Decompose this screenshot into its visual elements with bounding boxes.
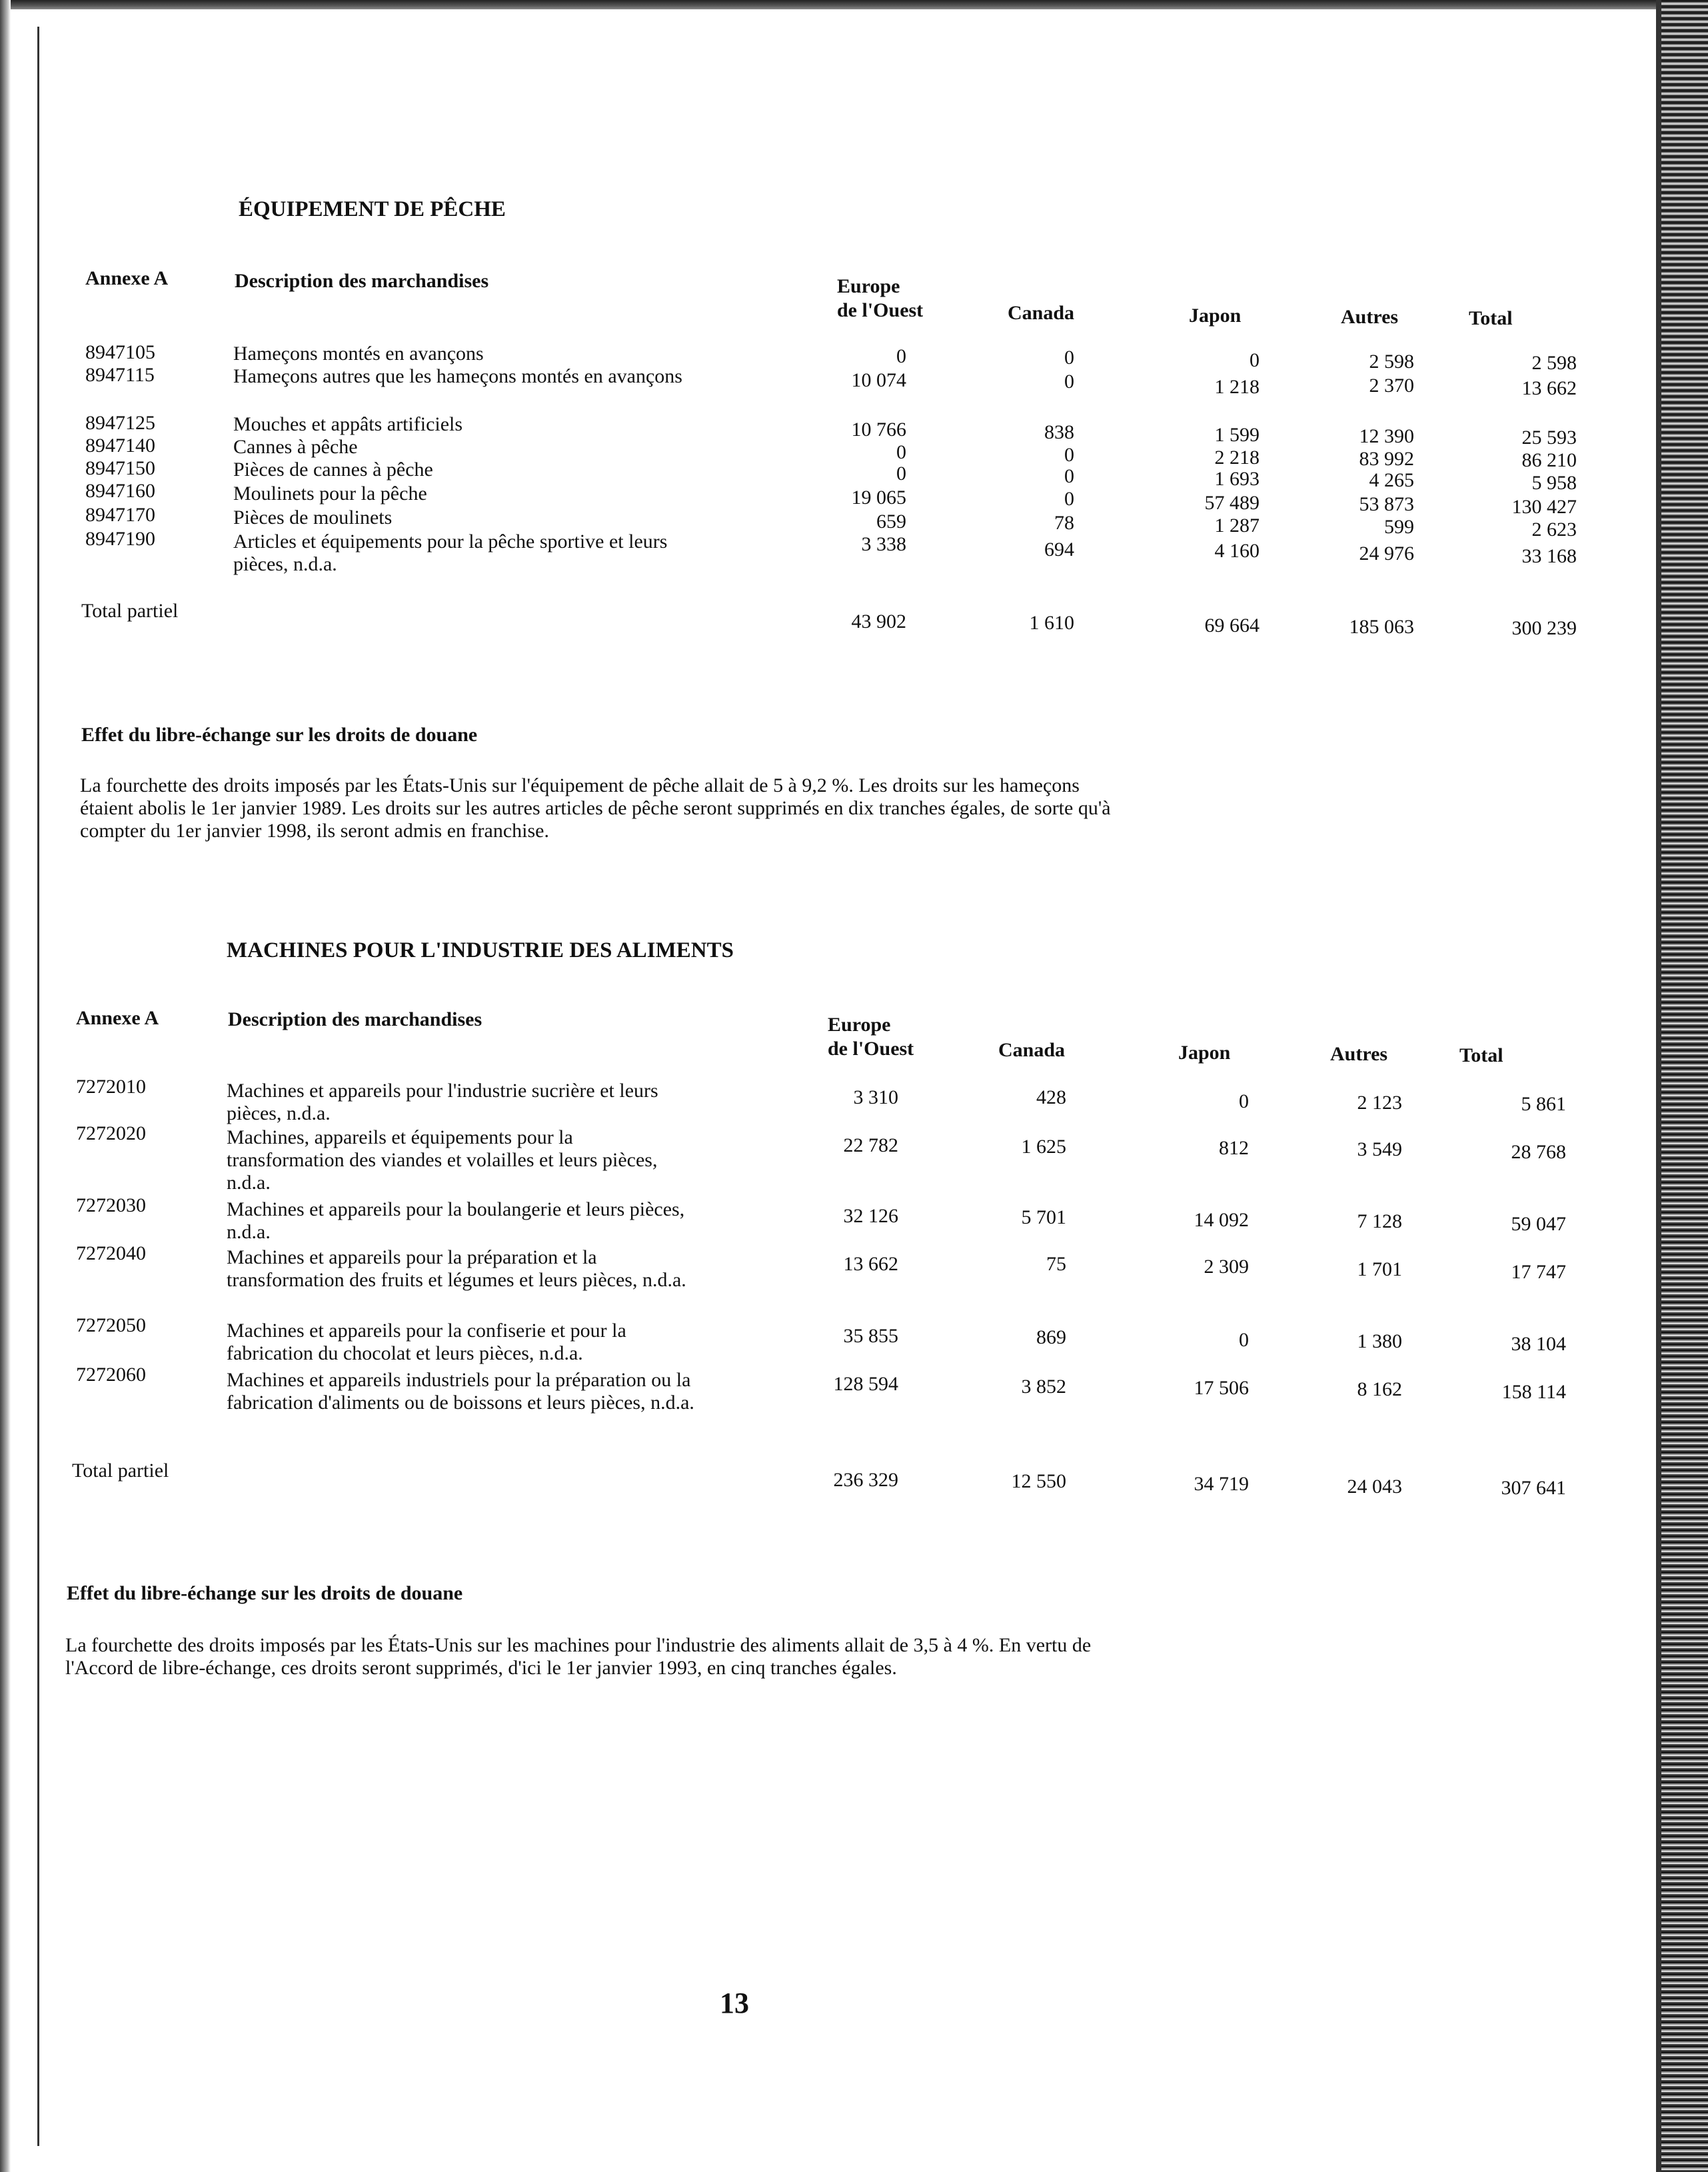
- subtotal-europe: 236 329: [833, 1469, 898, 1491]
- row-autres: 12 390: [1359, 425, 1414, 447]
- effect-paragraph: La fourchette des droits imposés par les États-Unis sur les machines pour l'industrie des aliments allait de 3,5 à 4 %. En vertu de l'Accord de libre-échange, ces droits seront supprimés, d'ici le 1er janvier 1993, en cinq tranches égales.: [65, 1634, 1092, 1679]
- subtotal-label: Total partiel: [72, 1460, 169, 1482]
- row-description: Cannes à pêche: [233, 436, 358, 458]
- row-description: Machines et appareils pour la confiserie et pour la fabrication du chocolat et leurs pièces, n.d.a.: [227, 1320, 626, 1364]
- subtotal-canada: 12 550: [1011, 1470, 1066, 1492]
- row-description: Machines et appareils pour la boulangerie et leurs pièces, n.d.a.: [227, 1198, 685, 1243]
- effect-title: Effet du libre-échange sur les droits de douane: [67, 1582, 463, 1604]
- row-total: 5 958: [1531, 472, 1577, 494]
- page-number: 13: [720, 1987, 749, 2019]
- row-description: Articles et équipements pour la pêche sportive et leurs pièces, n.d.a.: [233, 531, 668, 575]
- section-title: ÉQUIPEMENT DE PÊCHE: [239, 197, 506, 221]
- row-code: 7272020: [76, 1122, 146, 1144]
- row-total: 5 861: [1521, 1093, 1566, 1115]
- row-japon: 14 092: [1194, 1209, 1249, 1231]
- header-europe-line1: Europe: [837, 275, 900, 297]
- row-canada: 0: [1064, 371, 1074, 393]
- header-description: Description des marchandises: [228, 1008, 482, 1030]
- row-autres: 2 370: [1369, 375, 1414, 397]
- row-total: 38 104: [1511, 1333, 1566, 1355]
- effect-title: Effet du libre-échange sur les droits de douane: [81, 724, 478, 746]
- row-europe: 35 855: [843, 1325, 898, 1347]
- row-code: 8947170: [85, 504, 155, 526]
- row-autres: 3 549: [1357, 1138, 1402, 1160]
- row-code: 8947150: [85, 457, 155, 479]
- row-code: 8947190: [85, 528, 155, 550]
- row-total: 2 623: [1531, 519, 1577, 541]
- row-japon: 17 506: [1194, 1377, 1249, 1399]
- row-description: Hameçons autres que les hameçons montés en avançons: [233, 365, 682, 387]
- subtotal-japon: 69 664: [1204, 614, 1260, 636]
- row-code: 8947105: [85, 341, 155, 363]
- section-title: MACHINES POUR L'INDUSTRIE DES ALIMENTS: [227, 938, 734, 962]
- row-total: 17 747: [1511, 1261, 1566, 1283]
- subtotal-total: 300 239: [1511, 617, 1577, 639]
- row-description: Machines et appareils pour l'industrie sucrière et leurs pièces, n.d.a.: [227, 1080, 658, 1124]
- row-code: 7272060: [76, 1364, 146, 1386]
- row-total: 13 662: [1521, 377, 1577, 399]
- row-europe: 32 126: [843, 1205, 898, 1227]
- row-europe: 0: [896, 441, 906, 463]
- row-autres: 2 123: [1357, 1092, 1402, 1114]
- row-description: Mouches et appâts artificiels: [233, 413, 463, 435]
- row-description: Machines et appareils industriels pour la préparation ou la fabrication d'aliments ou de boissons et leurs pièces, n.d.a.: [227, 1369, 694, 1414]
- row-description: Machines et appareils pour la préparation et la transformation des fruits et légumes et leurs pièces, n.d.a.: [227, 1246, 686, 1291]
- row-japon: 812: [1219, 1137, 1249, 1159]
- row-canada: 5 701: [1021, 1206, 1066, 1228]
- row-total: 33 168: [1521, 545, 1577, 567]
- row-canada: 3 852: [1021, 1376, 1066, 1398]
- row-europe: 3 338: [861, 533, 906, 555]
- subtotal-europe: 43 902: [851, 610, 906, 632]
- row-canada: 75: [1046, 1253, 1066, 1275]
- row-japon: 1 599: [1214, 424, 1260, 446]
- row-description: Pièces de cannes à pêche: [233, 459, 433, 481]
- header-annex: Annexe A: [76, 1007, 159, 1029]
- header-description: Description des marchandises: [235, 270, 489, 292]
- row-code: 7272030: [76, 1194, 146, 1216]
- row-code: 8947160: [85, 480, 155, 502]
- row-japon: 2 309: [1204, 1256, 1249, 1278]
- row-canada: 0: [1064, 444, 1074, 466]
- row-japon: 4 160: [1214, 540, 1260, 562]
- header-annex: Annexe A: [85, 267, 169, 289]
- row-code: 7272010: [76, 1076, 146, 1098]
- row-total: 130 427: [1511, 496, 1577, 518]
- row-code: 8947115: [85, 364, 155, 386]
- header-autres: Autres: [1341, 306, 1399, 328]
- row-europe: 10 074: [851, 369, 906, 391]
- row-europe: 128 594: [833, 1373, 898, 1395]
- row-total: 2 598: [1531, 352, 1577, 374]
- row-canada: 838: [1044, 421, 1074, 443]
- row-japon: 0: [1239, 1090, 1249, 1112]
- row-canada: 0: [1064, 347, 1074, 369]
- row-europe: 22 782: [843, 1134, 898, 1156]
- row-autres: 83 992: [1359, 448, 1414, 470]
- row-description: Hameçons montés en avançons: [233, 343, 484, 365]
- row-canada: 0: [1064, 465, 1074, 487]
- row-europe: 659: [876, 511, 906, 533]
- subtotal-canada: 1 610: [1029, 612, 1074, 634]
- subtotal-autres: 185 063: [1349, 616, 1414, 638]
- row-canada: 694: [1044, 539, 1074, 560]
- header-total: Total: [1469, 307, 1513, 329]
- row-japon: 1 693: [1214, 468, 1260, 490]
- row-code: 7272050: [76, 1314, 146, 1336]
- row-canada: 78: [1054, 512, 1074, 534]
- subtotal-autres: 24 043: [1347, 1476, 1402, 1498]
- row-code: 7272040: [76, 1242, 146, 1264]
- subtotal-total: 307 641: [1501, 1477, 1566, 1499]
- header-europe-line2: de l'Ouest: [837, 299, 924, 321]
- row-japon: 2 218: [1214, 447, 1260, 469]
- header-canada: Canada: [1008, 302, 1075, 324]
- row-autres: 599: [1384, 516, 1414, 538]
- row-japon: 0: [1239, 1329, 1249, 1351]
- subtotal-label: Total partiel: [81, 600, 179, 622]
- row-total: 28 768: [1511, 1141, 1566, 1163]
- row-canada: 1 625: [1021, 1136, 1066, 1158]
- row-japon: 1 287: [1214, 515, 1260, 537]
- header-japon: Japon: [1189, 305, 1242, 327]
- row-total: 25 593: [1521, 427, 1577, 449]
- header-europe-line2: de l'Ouest: [828, 1038, 914, 1060]
- row-autres: 4 265: [1369, 469, 1414, 491]
- row-canada: 869: [1036, 1326, 1066, 1348]
- header-japon: Japon: [1178, 1042, 1231, 1064]
- row-canada: 428: [1036, 1086, 1066, 1108]
- row-europe: 0: [896, 345, 906, 367]
- row-japon: 1 218: [1214, 376, 1260, 398]
- row-autres: 53 873: [1359, 493, 1414, 515]
- binding-rule: [37, 27, 39, 2146]
- row-autres: 7 128: [1357, 1210, 1402, 1232]
- row-japon: 0: [1250, 349, 1260, 371]
- row-europe: 10 766: [851, 419, 906, 441]
- row-japon: 57 489: [1204, 492, 1260, 514]
- row-description: Moulinets pour la pêche: [233, 483, 427, 505]
- row-europe: 0: [896, 463, 906, 485]
- row-description: Machines, appareils et équipements pour la transformation des viandes et volailles et leurs pièces, n.d.a.: [227, 1126, 658, 1194]
- scan-border-left: [0, 0, 11, 2172]
- header-europe-line1: Europe: [828, 1014, 891, 1036]
- row-autres: 24 976: [1359, 543, 1414, 564]
- scan-edge-shadow: [1656, 0, 1661, 2172]
- row-autres: 1 701: [1357, 1258, 1402, 1280]
- row-autres: 2 598: [1369, 351, 1414, 373]
- row-autres: 1 380: [1357, 1330, 1402, 1352]
- row-total: 158 114: [1501, 1381, 1566, 1403]
- scan-edge-noise: [1661, 0, 1708, 2172]
- header-autres: Autres: [1330, 1043, 1388, 1065]
- row-europe: 13 662: [843, 1253, 898, 1275]
- row-description: Pièces de moulinets: [233, 507, 393, 529]
- row-code: 8947125: [85, 412, 155, 434]
- row-canada: 0: [1064, 488, 1074, 510]
- row-total: 59 047: [1511, 1213, 1566, 1235]
- row-code: 8947140: [85, 435, 155, 457]
- header-canada: Canada: [998, 1039, 1066, 1061]
- row-europe: 3 310: [853, 1086, 898, 1108]
- effect-paragraph: La fourchette des droits imposés par les États-Unis sur l'équipement de pêche allait de 5 à 9,2 %. Les droits sur les hameçons étaient abolis le 1er janvier 1989. Les droits sur les autres articles de pêche seront supprimés en dix tranches égales, de sorte qu'à compter du 1er janvier 1998, ils seront admis en franchise.: [80, 774, 1111, 842]
- row-total: 86 210: [1521, 449, 1577, 471]
- row-autres: 8 162: [1357, 1378, 1402, 1400]
- header-total: Total: [1459, 1044, 1503, 1066]
- scan-border-top: [0, 0, 1659, 9]
- subtotal-japon: 34 719: [1194, 1473, 1249, 1495]
- row-europe: 19 065: [851, 487, 906, 509]
